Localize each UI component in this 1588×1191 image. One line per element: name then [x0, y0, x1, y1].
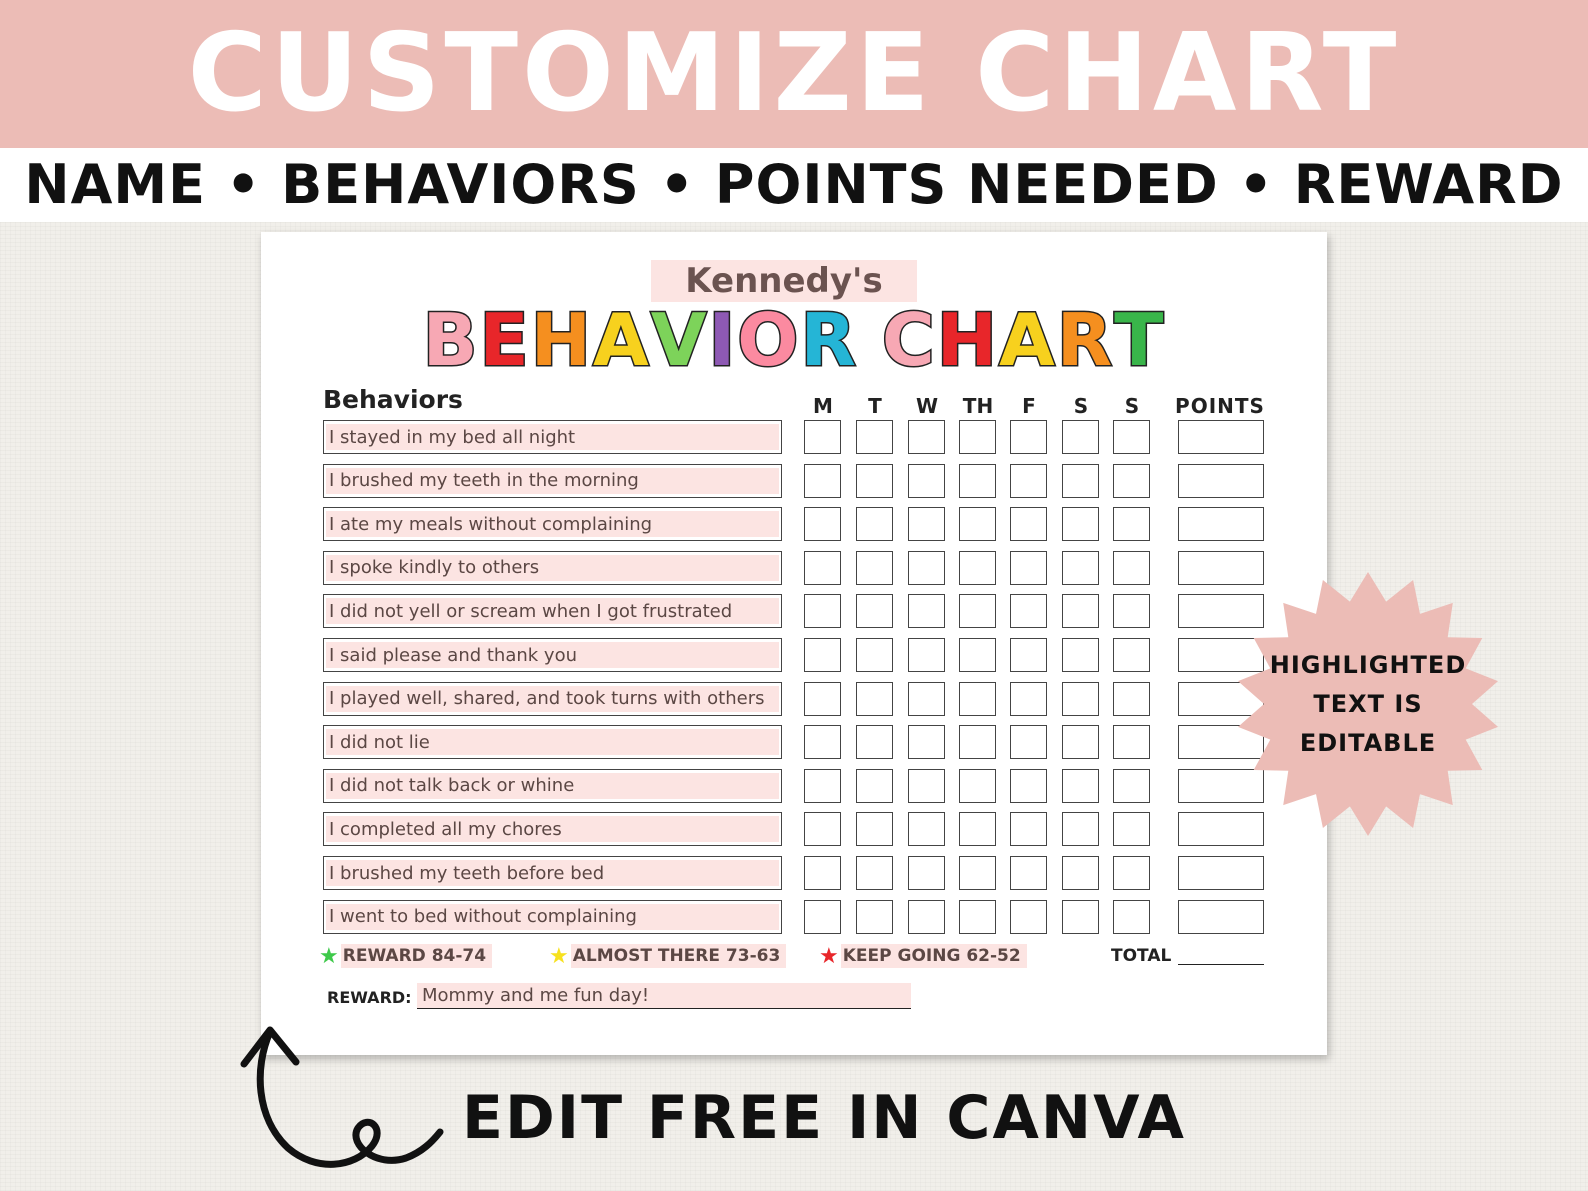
- day-checkbox[interactable]: [1062, 900, 1099, 934]
- day-checkbox[interactable]: [856, 464, 893, 498]
- day-checkbox[interactable]: [856, 638, 893, 672]
- points-box[interactable]: [1178, 464, 1264, 498]
- points-box[interactable]: [1178, 507, 1264, 541]
- day-checkbox[interactable]: [1113, 856, 1150, 890]
- points-header: POINTS: [1175, 394, 1265, 418]
- title-letter: R: [1056, 298, 1115, 382]
- day-checkbox[interactable]: [804, 682, 841, 716]
- edit-free-in-canva: EDIT FREE IN CANVA: [462, 1083, 1186, 1153]
- day-checkbox[interactable]: [908, 769, 945, 803]
- behavior-row: [261, 812, 1327, 848]
- day-checkbox[interactable]: [959, 769, 996, 803]
- behavior-field[interactable]: [323, 507, 782, 541]
- day-checkbox[interactable]: [1113, 420, 1150, 454]
- legend-label[interactable]: REWARD 84-74: [341, 944, 492, 968]
- legend-item: [549, 944, 786, 968]
- day-checkbox[interactable]: [856, 725, 893, 759]
- day-checkbox[interactable]: [856, 551, 893, 585]
- day-checkbox[interactable]: [804, 725, 841, 759]
- day-checkbox[interactable]: [1062, 769, 1099, 803]
- subtitle-bar: [0, 148, 1588, 222]
- badge-line-3: EDITABLE: [1299, 729, 1437, 757]
- day-checkbox[interactable]: [1062, 812, 1099, 846]
- behavior-field[interactable]: [323, 464, 782, 498]
- day-checkbox[interactable]: [1010, 682, 1047, 716]
- points-box[interactable]: [1178, 900, 1264, 934]
- behavior-row: [261, 900, 1327, 936]
- day-checkbox[interactable]: [856, 900, 893, 934]
- day-header: TH: [962, 394, 994, 418]
- day-checkbox[interactable]: [959, 464, 996, 498]
- behavior-field[interactable]: [323, 856, 782, 890]
- title-letter: V: [650, 298, 709, 382]
- day-checkbox[interactable]: [959, 551, 996, 585]
- day-checkbox[interactable]: [1062, 725, 1099, 759]
- day-checkbox[interactable]: [1113, 551, 1150, 585]
- day-checkbox[interactable]: [1010, 551, 1047, 585]
- behavior-field[interactable]: [323, 594, 782, 628]
- curved-arrow-icon: [236, 1018, 446, 1188]
- day-checkbox[interactable]: [804, 551, 841, 585]
- behavior-row: [261, 464, 1327, 500]
- day-checkbox[interactable]: [959, 682, 996, 716]
- banner: [0, 0, 1588, 148]
- total-label: TOTAL: [1111, 946, 1172, 966]
- day-checkbox[interactable]: [908, 856, 945, 890]
- legend-item: [819, 944, 1027, 968]
- behavior-text[interactable]: I did not lie: [326, 729, 779, 755]
- behavior-text[interactable]: I did not yell or scream when I got frustrated: [326, 598, 779, 624]
- behavior-text[interactable]: I stayed in my bed all night: [326, 424, 779, 450]
- behavior-row: [261, 769, 1327, 805]
- legend-label[interactable]: KEEP GOING 62-52: [841, 944, 1027, 968]
- behavior-text[interactable]: I brushed my teeth in the morning: [326, 468, 779, 494]
- day-header: W: [915, 394, 939, 418]
- title-letter: C: [881, 298, 937, 382]
- day-checkbox[interactable]: [1010, 420, 1047, 454]
- day-checkbox[interactable]: [908, 507, 945, 541]
- day-checkbox[interactable]: [1113, 638, 1150, 672]
- day-checkbox[interactable]: [1062, 464, 1099, 498]
- title-letter: H: [530, 298, 593, 382]
- day-checkbox[interactable]: [1062, 551, 1099, 585]
- day-checkbox[interactable]: [1010, 507, 1047, 541]
- day-checkbox[interactable]: [804, 594, 841, 628]
- day-checkbox[interactable]: [1062, 594, 1099, 628]
- day-checkbox[interactable]: [804, 638, 841, 672]
- day-checkbox[interactable]: [856, 812, 893, 846]
- star-icon: ★: [319, 943, 339, 969]
- day-checkbox[interactable]: [1062, 638, 1099, 672]
- day-checkbox[interactable]: [1113, 900, 1150, 934]
- behavior-row: [261, 725, 1327, 761]
- legend-item: [319, 944, 492, 968]
- total-line[interactable]: [1178, 964, 1264, 965]
- behavior-text[interactable]: I said please and thank you: [326, 642, 779, 668]
- badge-text: [1228, 646, 1508, 763]
- badge-line-2: TEXT IS: [1313, 690, 1423, 718]
- day-checkbox[interactable]: [1113, 812, 1150, 846]
- behavior-field[interactable]: [323, 769, 782, 803]
- day-checkbox[interactable]: [959, 812, 996, 846]
- day-checkbox[interactable]: [1113, 594, 1150, 628]
- day-header: S: [1073, 394, 1089, 418]
- title-letter: A: [592, 298, 651, 382]
- day-checkbox[interactable]: [908, 551, 945, 585]
- day-checkbox[interactable]: [959, 507, 996, 541]
- day-checkbox[interactable]: [959, 420, 996, 454]
- day-checkbox[interactable]: [856, 507, 893, 541]
- banner-title: CUSTOMIZE CHART: [187, 11, 1401, 136]
- behavior-row: [261, 594, 1327, 630]
- behavior-text[interactable]: I spoke kindly to others: [326, 555, 779, 581]
- day-checkbox[interactable]: [1010, 638, 1047, 672]
- title-letter: H: [936, 298, 1000, 382]
- day-checkbox[interactable]: [804, 900, 841, 934]
- title-letter: R: [800, 298, 858, 382]
- day-checkbox[interactable]: [1062, 507, 1099, 541]
- day-checkbox[interactable]: [1010, 464, 1047, 498]
- day-checkbox[interactable]: [804, 856, 841, 890]
- behavior-text[interactable]: I did not talk back or whine: [326, 773, 779, 799]
- badge-line-1: HIGHLIGHTED: [1269, 651, 1467, 679]
- behavior-text[interactable]: I brushed my teeth before bed: [326, 860, 779, 886]
- behavior-row: [261, 856, 1327, 892]
- title-letter: T: [1114, 298, 1166, 382]
- day-checkbox[interactable]: [959, 638, 996, 672]
- behavior-row: [261, 420, 1327, 456]
- day-header: T: [868, 394, 882, 418]
- day-checkbox[interactable]: [856, 682, 893, 716]
- title-letter: O: [737, 298, 801, 382]
- title-letter: A: [999, 298, 1057, 382]
- reward-field[interactable]: Mommy and me fun day!: [417, 983, 911, 1009]
- day-checkbox[interactable]: [1010, 725, 1047, 759]
- behavior-field[interactable]: [323, 551, 782, 585]
- behavior-chart-sheet: [261, 232, 1327, 1055]
- behavior-text[interactable]: I ate my meals without complaining: [326, 511, 779, 537]
- day-checkbox[interactable]: [804, 464, 841, 498]
- behavior-field[interactable]: [323, 638, 782, 672]
- reward-label: REWARD:: [327, 988, 412, 1007]
- behavior-field[interactable]: [323, 900, 782, 934]
- day-checkbox[interactable]: [1113, 682, 1150, 716]
- day-checkbox[interactable]: [1010, 856, 1047, 890]
- day-checkbox[interactable]: [1010, 900, 1047, 934]
- day-checkbox[interactable]: [804, 769, 841, 803]
- day-header: M: [813, 394, 833, 418]
- day-checkbox[interactable]: [856, 594, 893, 628]
- day-checkbox[interactable]: [804, 420, 841, 454]
- subtitle-text: NAME • BEHAVIORS • POINTS NEEDED • REWARD: [24, 153, 1564, 216]
- behavior-text[interactable]: I went to bed without complaining: [326, 904, 779, 930]
- chart-title: [261, 300, 1327, 380]
- star-icon: ★: [549, 943, 569, 969]
- day-checkbox[interactable]: [908, 464, 945, 498]
- behavior-field[interactable]: [323, 725, 782, 759]
- day-checkbox[interactable]: [908, 638, 945, 672]
- behavior-field[interactable]: [323, 420, 782, 454]
- day-header: S: [1124, 394, 1140, 418]
- points-box[interactable]: [1178, 856, 1264, 890]
- behavior-row: [261, 551, 1327, 587]
- day-checkbox[interactable]: [908, 682, 945, 716]
- legend-label[interactable]: ALMOST THERE 73-63: [571, 944, 787, 968]
- day-checkbox[interactable]: [1062, 856, 1099, 890]
- behaviors-header: Behaviors: [323, 385, 463, 414]
- day-checkbox[interactable]: [1113, 464, 1150, 498]
- day-checkbox[interactable]: [908, 900, 945, 934]
- behavior-text[interactable]: I completed all my chores: [326, 816, 779, 842]
- day-checkbox[interactable]: [1010, 769, 1047, 803]
- day-checkbox[interactable]: [804, 507, 841, 541]
- behavior-text[interactable]: I played well, shared, and took turns with others: [326, 686, 779, 712]
- day-checkbox[interactable]: [959, 900, 996, 934]
- behavior-field[interactable]: [323, 682, 782, 716]
- day-checkbox[interactable]: [908, 594, 945, 628]
- day-checkbox[interactable]: [908, 812, 945, 846]
- day-checkbox[interactable]: [856, 856, 893, 890]
- day-checkbox[interactable]: [1010, 594, 1047, 628]
- behavior-field[interactable]: [323, 812, 782, 846]
- day-checkbox[interactable]: [959, 725, 996, 759]
- behavior-row: [261, 638, 1327, 674]
- day-checkbox[interactable]: [1113, 507, 1150, 541]
- day-header: F: [1022, 394, 1036, 418]
- day-checkbox[interactable]: [1062, 682, 1099, 716]
- day-checkbox[interactable]: [1113, 725, 1150, 759]
- day-checkbox[interactable]: [856, 769, 893, 803]
- behavior-row: [261, 507, 1327, 543]
- day-checkbox[interactable]: [908, 420, 945, 454]
- day-checkbox[interactable]: [804, 812, 841, 846]
- title-letter: I: [708, 298, 738, 382]
- behavior-row: [261, 682, 1327, 718]
- day-checkbox[interactable]: [1010, 812, 1047, 846]
- day-checkbox[interactable]: [1062, 420, 1099, 454]
- day-checkbox[interactable]: [908, 725, 945, 759]
- child-name-field[interactable]: Kennedy's: [651, 260, 917, 302]
- star-icon: ★: [819, 943, 839, 969]
- title-letter: E: [479, 298, 531, 382]
- day-checkbox[interactable]: [959, 856, 996, 890]
- title-letter: B: [422, 298, 480, 382]
- day-checkbox[interactable]: [959, 594, 996, 628]
- points-box[interactable]: [1178, 420, 1264, 454]
- day-checkbox[interactable]: [856, 420, 893, 454]
- day-checkbox[interactable]: [1113, 769, 1150, 803]
